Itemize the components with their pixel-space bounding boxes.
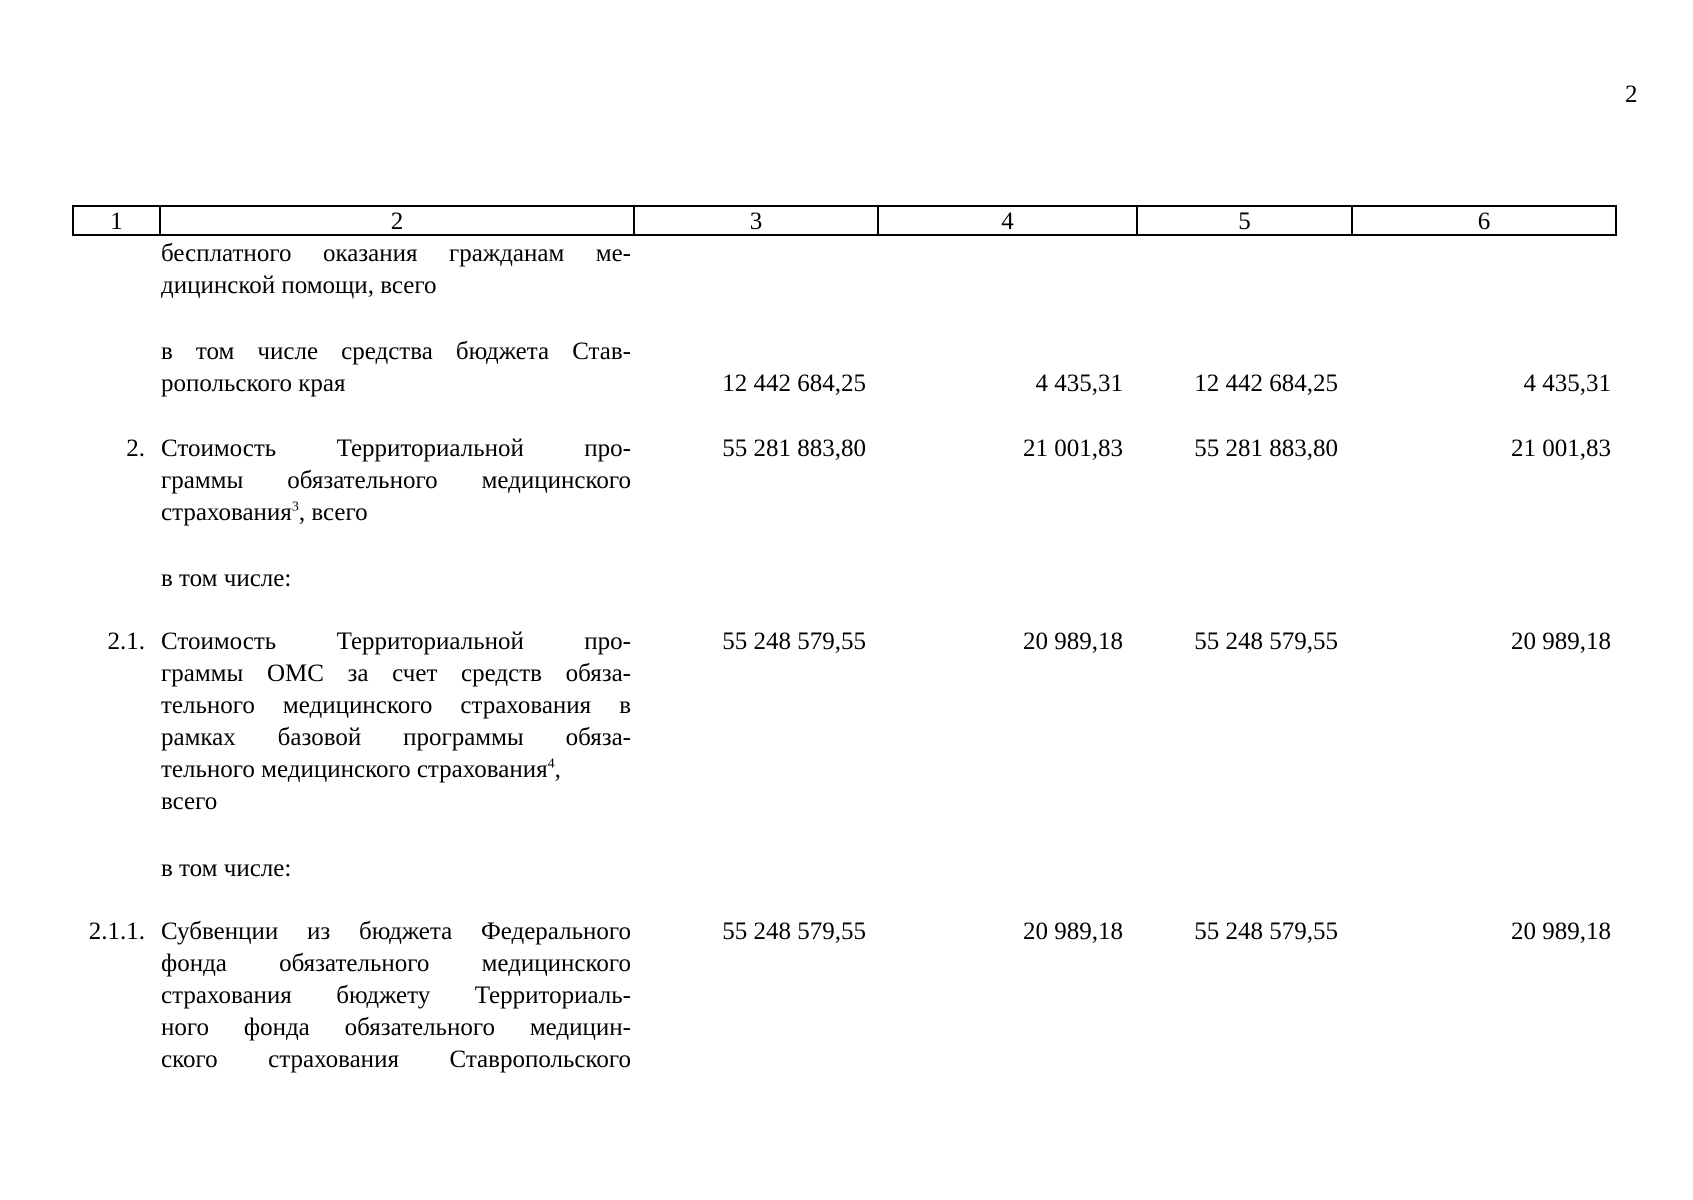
row-number: 2.1. [107,628,145,655]
row-description-line: дицинской помощи, всего [161,272,437,299]
value-col-4: 20 989,18 [1023,628,1123,655]
row-description-line: Стоимость Территориальной про- [161,435,631,462]
page-number: 2 [1625,81,1638,108]
row-number: 2. [126,435,145,462]
row-description-line: ного фонда обязательного медицин- [161,1014,631,1041]
row-description-line: граммы ОМС за счет средств обяза- [161,660,631,687]
value-col-3: 55 281 883,80 [722,435,866,462]
value-col-4: 4 435,31 [1035,370,1123,397]
value-col-5: 55 248 579,55 [1194,628,1338,655]
row-description-line: рамках базовой программы обяза- [161,724,631,751]
row-description-line [161,497,631,529]
value-col-6: 20 989,18 [1511,918,1611,945]
row-description-line: тельного медицинского страхования в [161,692,631,719]
row-description [161,563,631,595]
row-description-line: ропольского края [161,370,346,397]
row-description-line: ского страхования Ставропольского [161,1046,631,1073]
header-col-5: 5 [1138,207,1353,234]
row-description [161,626,631,818]
row-description-line: в том числе средства бюджета Став- [161,338,631,365]
row-description-line: в том числе: [161,565,292,592]
row-description-line: Стоимость Территориальной про- [161,628,631,655]
value-col-5: 12 442 684,25 [1194,370,1338,397]
row-description [161,916,631,1076]
row-description [161,853,631,885]
row-description-line: фонда обязательного медицинского [161,950,631,977]
header-col-4: 4 [879,207,1138,234]
value-col-3: 55 248 579,55 [722,628,866,655]
header-col-3: 3 [635,207,879,234]
value-col-3: 55 248 579,55 [722,918,866,945]
header-col-6: 6 [1477,208,1491,235]
row-description-line: бесплатного оказания гражданам ме- [161,240,631,267]
row-description-line: всего [161,788,218,815]
row-description-text: страхования [161,499,292,526]
value-col-6: 4 435,31 [1523,370,1611,397]
value-col-6: 21 001,83 [1511,435,1611,462]
value-col-5: 55 248 579,55 [1194,918,1338,945]
header-col-2: 2 [161,207,635,234]
row-description-line: граммы обязательного медицинского [161,467,631,494]
footnote-marker: 4 [547,756,555,772]
row-description [161,336,631,400]
value-col-4: 20 989,18 [1023,918,1123,945]
row-description-line [161,754,631,786]
row-description-text: , всего [298,499,368,526]
row-description-text: , [554,756,561,783]
footnote-marker: 3 [291,499,299,515]
value-col-6: 20 989,18 [1511,628,1611,655]
value-col-4: 21 001,83 [1023,435,1123,462]
row-description [161,238,631,302]
table-header-row [72,205,1617,236]
row-description [161,433,631,529]
row-description-line: в том числе: [161,855,292,882]
value-col-3: 12 442 684,25 [722,370,866,397]
row-description-line: страхования бюджету Территориаль- [161,982,631,1009]
row-number: 2.1.1. [88,918,145,945]
value-col-5: 55 281 883,80 [1194,435,1338,462]
row-description-line: Субвенции из бюджета Федерального [161,918,631,945]
header-col-1: 1 [74,207,161,234]
row-description-text: тельного медицинского страхования [161,756,548,783]
